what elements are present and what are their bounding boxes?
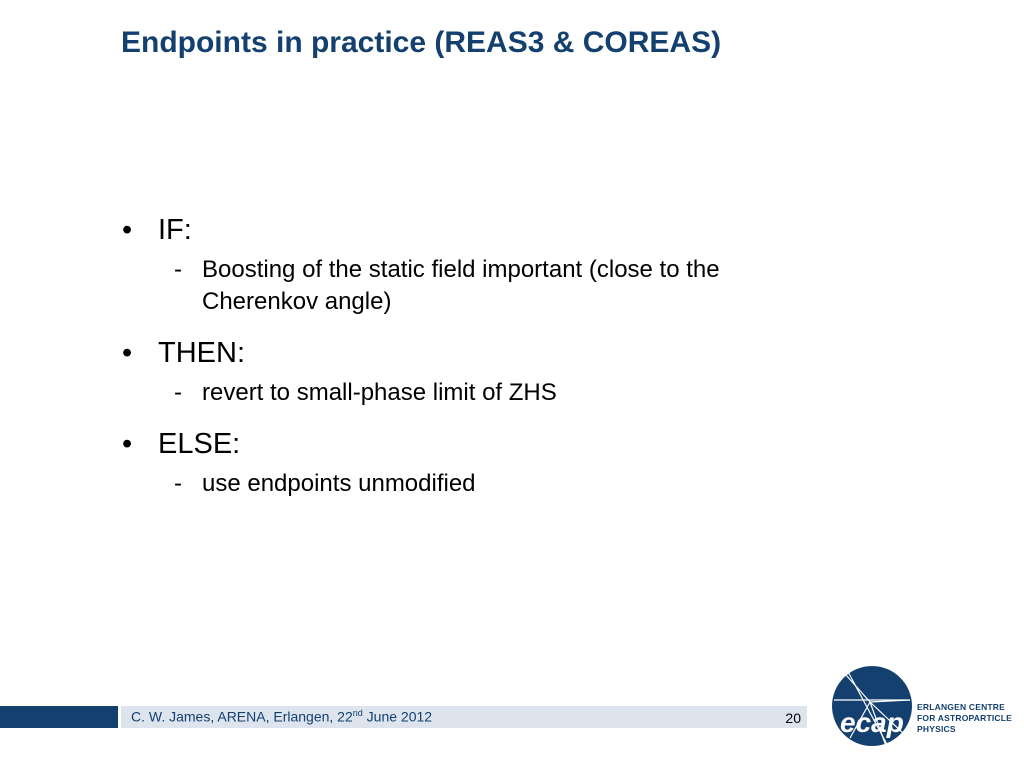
footer-superscript: nd: [352, 708, 363, 718]
logo-line-2: FOR ASTROPARTICLE: [917, 713, 1013, 723]
slide-title: Endpoints in practice (REAS3 & COREAS): [121, 26, 722, 59]
bullet-if: [122, 212, 842, 318]
page-number: 20: [785, 710, 801, 726]
sub-bullet-marker: -: [174, 256, 182, 283]
bullet-marker: •: [122, 428, 133, 460]
footer-author-text: C. W. James, ARENA, Erlangen, 22: [131, 708, 353, 725]
bullet-label: THEN:: [158, 337, 245, 369]
bullet-label: ELSE:: [158, 428, 241, 460]
logo-line-1: ERLANGEN CENTRE: [917, 702, 1006, 712]
logo-wordmark: ecap: [840, 707, 904, 738]
bullet-else: [122, 426, 842, 500]
bullet-marker: •: [122, 214, 133, 246]
footer-date-text: June 2012: [362, 708, 433, 725]
bullet-then: [122, 335, 842, 409]
sub-bullet-marker: -: [174, 470, 182, 497]
slide-content: [122, 212, 842, 500]
sub-bullet-text: Boosting of the static field important (close to the Cherenkov angle): [202, 256, 720, 315]
sub-bullet-marker: -: [174, 379, 182, 406]
footer-citation: [131, 708, 432, 725]
logo-line-3: PHYSICS: [917, 724, 956, 734]
bullet-label: IF:: [158, 214, 192, 246]
sub-bullet-text: revert to small-phase limit of ZHS: [202, 379, 557, 406]
footer-accent-bar: [0, 706, 118, 728]
sub-bullet-text: use endpoints unmodified: [202, 470, 476, 497]
footer-bar: [121, 706, 807, 728]
bullet-marker: •: [122, 337, 133, 369]
